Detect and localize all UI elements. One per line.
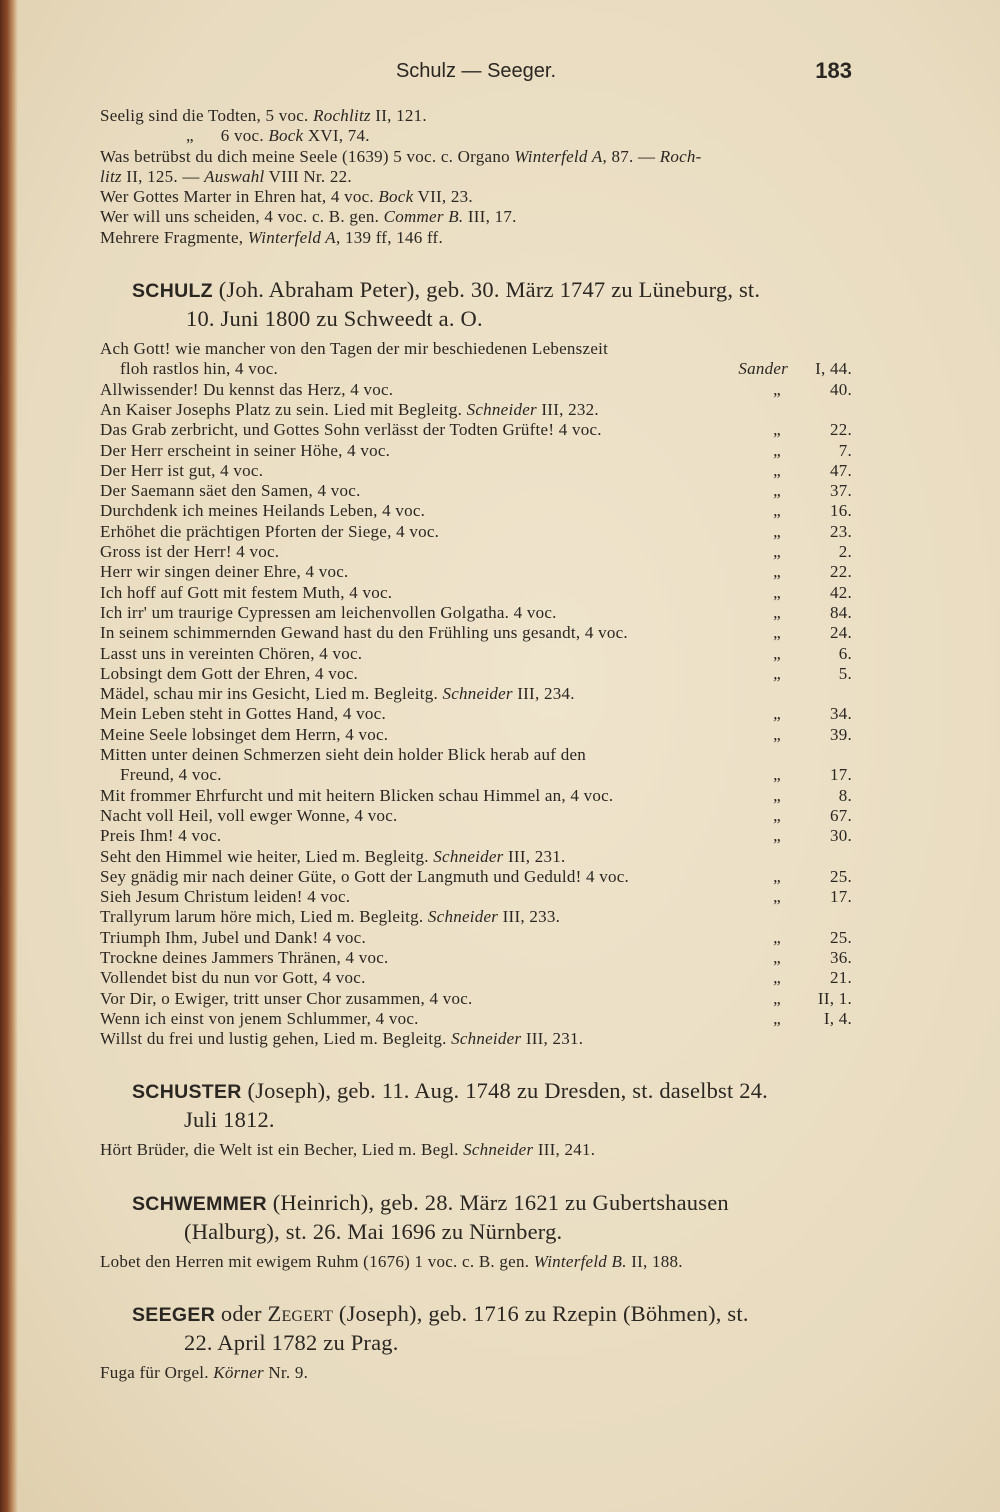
reference-number: 37. xyxy=(830,481,852,501)
work-title: Trallyrum larum höre mich, Lied m. Begleitg. Schneider III, 233. xyxy=(100,907,561,927)
work-reference xyxy=(773,785,852,806)
work-title: Seht den Himmel wie heiter, Lied m. Begleitg. Schneider III, 231. xyxy=(100,846,566,866)
reference-number: 67. xyxy=(830,805,852,825)
ditto-mark: „ xyxy=(773,481,781,501)
ditto-mark: „ xyxy=(773,704,781,724)
work-title: Der Herr erscheint in seiner Höhe, 4 voc. xyxy=(100,440,391,460)
composer-bio: (Heinrich), geb. 28. März 1621 zu Gubertshausen xyxy=(272,1189,729,1215)
ditto-mark: „ xyxy=(773,643,781,663)
reference-number: 8. xyxy=(838,785,852,805)
ditto-mark: „ xyxy=(773,521,781,541)
ditto-mark: „ xyxy=(773,805,781,825)
work-entry: Hört Brüder, die Welt ist ein Becher, Lied m. Begl. Schneider III, 241. xyxy=(100,1140,596,1160)
work-entry xyxy=(100,522,852,542)
work-reference xyxy=(773,968,852,988)
reference-number: 23. xyxy=(830,521,852,541)
work-entry: litz II, 125. — Auswahl VIII Nr. 22. xyxy=(100,166,352,186)
reference-number: 24. xyxy=(830,623,852,643)
ditto-mark: „ xyxy=(773,562,781,582)
work-entry xyxy=(100,684,852,704)
work-title: Wenn ich einst von jenem Schlummer, 4 voc. xyxy=(100,1008,419,1028)
work-title: Freund, 4 voc. xyxy=(120,765,222,785)
reference-number: 42. xyxy=(830,582,852,602)
work-title: Herr wir singen deiner Ehre, 4 voc. xyxy=(100,562,349,582)
ditto-mark: „ xyxy=(773,927,781,947)
work-title: Durchdenk ich meines Heilands Leben, 4 voc. xyxy=(100,501,426,521)
work-entry xyxy=(100,481,852,501)
work-reference xyxy=(773,805,852,826)
work-reference xyxy=(773,562,852,582)
work-entry xyxy=(100,400,852,420)
page-content xyxy=(100,106,852,1383)
composer-name: SCHUSTER xyxy=(132,1081,242,1104)
work-reference xyxy=(773,623,852,643)
reference-number: 22. xyxy=(830,562,852,582)
works-list-schulz xyxy=(100,339,852,1049)
work-entry xyxy=(100,501,852,521)
reference-number: I, 44. xyxy=(815,359,852,379)
work-title: Ach Gott! wie mancher von den Tagen der mir beschiedenen Lebenszeit xyxy=(100,339,609,359)
composer-alias: Zegert xyxy=(267,1301,334,1327)
work-entry xyxy=(100,644,852,664)
work-entry: Wer will uns scheiden, 4 voc. c. B. gen. Commer B. III, 17. xyxy=(100,207,517,227)
composer-heading-schwemmer xyxy=(100,1189,852,1246)
ditto-mark: „ xyxy=(773,866,781,886)
ditto-mark: „ xyxy=(773,785,781,805)
work-title: Mein Leben steht in Gottes Hand, 4 voc. xyxy=(100,704,386,724)
reference-number: 40. xyxy=(830,379,852,399)
work-reference xyxy=(773,724,852,745)
work-title: Willst du frei und lustig gehen, Lied m. Begleitg. Schneider III, 231. xyxy=(100,1029,584,1049)
work-title: Triumph Ihm, Jubel und Dank! 4 voc. xyxy=(100,927,366,947)
reference-number: 7. xyxy=(838,440,852,460)
work-entry xyxy=(100,542,852,562)
work-title: Das Grab zerbricht, und Gottes Sohn verlässt der Todten Grüfte! 4 voc. xyxy=(100,420,602,440)
work-title: In seinem schimmernden Gewand hast du den Frühling uns gesandt, 4 voc. xyxy=(100,623,628,643)
reference-number: 2. xyxy=(838,542,852,562)
work-reference xyxy=(773,481,852,501)
work-title: Lobsingt dem Gott der Ehren, 4 voc. xyxy=(100,663,359,683)
ditto-mark: „ xyxy=(773,602,781,622)
page-number: 183 xyxy=(815,58,852,83)
work-title: Allwissender! Du kennst das Herz, 4 voc. xyxy=(100,379,394,399)
work-entry: Seelig sind die Todten, 5 voc. Rochlitz II, 121. xyxy=(100,106,427,125)
reference-number: 17. xyxy=(830,887,852,907)
work-reference xyxy=(773,988,852,1009)
reference-number: 22. xyxy=(830,420,852,440)
work-title: Vor Dir, o Ewiger, tritt unser Chor zusammen, 4 voc. xyxy=(100,988,473,1008)
ditto-mark: „ xyxy=(773,968,781,988)
work-title: Lasst uns in vereinten Chören, 4 voc. xyxy=(100,643,363,663)
work-entry xyxy=(100,847,852,867)
work-entry: Lobet den Herren mit ewigem Ruhm (1676) 1 voc. c. B. gen. Winterfeld B. II, 188. xyxy=(100,1251,683,1271)
work-entry xyxy=(100,339,852,359)
book-binding-edge xyxy=(0,0,18,1512)
work-entry xyxy=(100,461,852,481)
reference-number: 39. xyxy=(830,724,852,744)
work-reference xyxy=(773,947,852,968)
composer-heading-seeger xyxy=(100,1300,852,1357)
reference-number: 84. xyxy=(830,602,852,622)
ditto-mark: „ xyxy=(773,724,781,744)
reference-number: 30. xyxy=(830,826,852,846)
composer-bio: (Joh. Abraham Peter), geb. 30. März 1747 zu Lüneburg, st. xyxy=(218,277,761,303)
ditto-mark: „ xyxy=(773,623,781,643)
work-entry: „ 6 voc. Bock XVI, 74. xyxy=(186,126,370,146)
work-title: Meine Seele lobsinget dem Herrn, 4 voc. xyxy=(100,724,389,744)
reference-number: 34. xyxy=(830,704,852,724)
reference-number: 6. xyxy=(838,643,852,663)
ditto-mark: „ xyxy=(773,582,781,602)
reference-number: 36. xyxy=(830,947,852,967)
work-reference xyxy=(773,501,852,521)
work-reference xyxy=(773,582,852,603)
work-entry xyxy=(100,907,852,927)
work-entry xyxy=(100,948,852,968)
work-entry xyxy=(100,583,852,603)
work-title: An Kaiser Josephs Platz zu sein. Lied mit Begleitg. Schneider III, 232. xyxy=(100,399,599,419)
composer-bio: (Halburg), st. 26. Mai 1696 zu Nürnberg. xyxy=(184,1218,563,1244)
work-entry xyxy=(100,704,852,724)
work-entry xyxy=(100,1009,852,1029)
work-title: Trockne deines Jammers Thränen, 4 voc. xyxy=(100,947,389,967)
page-header xyxy=(100,58,852,86)
work-title: Der Herr ist gut, 4 voc. xyxy=(100,460,264,480)
work-title: Erhöhet die prächtigen Pforten der Siege, 4 voc. xyxy=(100,521,440,541)
work-reference xyxy=(773,602,852,623)
ditto-mark: „ xyxy=(773,887,781,907)
work-reference xyxy=(773,643,852,664)
work-entry xyxy=(100,765,852,785)
composer-heading-schuster xyxy=(100,1077,852,1134)
work-title: Mädel, schau mir ins Gesicht, Lied m. Begleitg. Schneider III, 234. xyxy=(100,684,575,704)
reference-number: 17. xyxy=(830,765,852,785)
composer-bio: (Joseph), geb. 11. Aug. 1748 zu Dresden, st. daselbst 24. xyxy=(247,1078,768,1104)
work-entry xyxy=(100,603,852,623)
work-reference xyxy=(773,460,852,481)
ditto-mark: „ xyxy=(773,542,781,562)
work-entry xyxy=(100,928,852,948)
work-reference xyxy=(773,379,852,400)
work-reference xyxy=(773,663,852,684)
work-title: Preis Ihm! 4 voc. xyxy=(100,826,222,846)
ditto-mark: „ xyxy=(773,765,781,785)
work-reference xyxy=(773,521,852,542)
work-title: Mit frommer Ehrfurcht und mit heitern Blicken schau Himmel an, 4 voc. xyxy=(100,785,614,805)
composer-bio: Juli 1812. xyxy=(184,1107,275,1133)
work-entry xyxy=(100,725,852,745)
ditto-mark: „ xyxy=(773,988,781,1008)
work-reference xyxy=(773,1008,852,1029)
reference-number: 16. xyxy=(830,501,852,521)
work-title: Ich hoff auf Gott mit festem Muth, 4 voc. xyxy=(100,582,393,602)
work-reference xyxy=(773,765,852,785)
ditto-mark: „ xyxy=(773,947,781,967)
reference-number: 25. xyxy=(830,866,852,886)
ditto-mark: „ xyxy=(773,501,781,521)
reference-number: 47. xyxy=(830,460,852,480)
ditto-mark: „ xyxy=(773,440,781,460)
reference-number: 25. xyxy=(830,927,852,947)
work-reference xyxy=(773,704,852,724)
composer-name: SEEGER xyxy=(132,1304,216,1327)
work-entry xyxy=(100,806,852,826)
composer-bio: 22. April 1782 zu Prag. xyxy=(184,1330,399,1356)
reference-number: I, 4. xyxy=(823,1008,852,1028)
work-entry: Wer Gottes Marter in Ehren hat, 4 voc. Bock VII, 23. xyxy=(100,187,473,207)
composer-bio: (Joseph), geb. 1716 zu Rzepin (Böhmen), st. xyxy=(338,1301,749,1327)
ditto-mark: „ xyxy=(773,379,781,399)
work-entry xyxy=(100,664,852,684)
reference-number: II, 1. xyxy=(817,988,852,1008)
work-reference xyxy=(773,887,852,907)
work-entry xyxy=(100,867,852,887)
work-reference xyxy=(773,440,852,461)
work-title: Vollendet bist du nun vor Gott, 4 voc. xyxy=(100,968,366,988)
running-head: Schulz — Seeger. xyxy=(395,60,557,82)
work-title: Sieh Jesum Christum leiden! 4 voc. xyxy=(100,887,351,907)
work-title: Nacht voll Heil, voll ewger Wonne, 4 voc. xyxy=(100,805,398,825)
work-entry xyxy=(100,826,852,846)
ditto-mark: „ xyxy=(773,420,781,440)
work-entry xyxy=(100,1029,852,1049)
work-entry: Was betrübst du dich meine Seele (1639) 5 voc. c. Organo Winterfeld A, 87. — Roch- xyxy=(100,146,702,166)
work-entry xyxy=(100,562,852,582)
work-entry xyxy=(100,786,852,806)
work-title: Der Saemann säet den Samen, 4 voc. xyxy=(100,481,361,501)
work-entry xyxy=(100,420,852,440)
ditto-mark: „ xyxy=(773,826,781,846)
reference-number: 5. xyxy=(838,663,852,683)
work-title: Ich irr' um traurige Cypressen am leichenvollen Golgatha. 4 voc. xyxy=(100,602,557,622)
work-title: floh rastlos hin, 4 voc. xyxy=(120,359,279,379)
work-entry xyxy=(100,968,852,988)
ditto-mark: „ xyxy=(773,460,781,480)
source-name: Sander xyxy=(738,359,788,379)
work-title: Sey gnädig mir nach deiner Güte, o Gott der Langmuth und Geduld! 4 voc. xyxy=(100,866,630,886)
composer-heading-schulz xyxy=(100,276,852,333)
work-reference xyxy=(773,927,852,948)
seelig-entries xyxy=(100,106,852,248)
work-entry xyxy=(100,745,852,765)
work-title: Gross ist der Herr! 4 voc. xyxy=(100,542,280,562)
work-entry: Mehrere Fragmente, Winterfeld A, 139 ff, 146 ff. xyxy=(100,227,443,247)
work-entry: Fuga für Orgel. Körner Nr. 9. xyxy=(100,1363,309,1383)
work-entry xyxy=(100,623,852,643)
reference-number: 21. xyxy=(830,968,852,988)
work-entry xyxy=(100,441,852,461)
work-entry xyxy=(100,380,852,400)
work-entry xyxy=(100,887,852,907)
ditto-mark: „ xyxy=(773,1008,781,1028)
composer-name: SCHULZ xyxy=(132,280,213,303)
work-reference xyxy=(773,866,852,887)
work-reference xyxy=(738,359,852,379)
composer-name: SCHWEMMER xyxy=(132,1192,267,1215)
ditto-mark: „ xyxy=(773,663,781,683)
work-title: Mitten unter deinen Schmerzen sieht dein holder Blick herab auf den xyxy=(100,745,586,765)
work-reference xyxy=(773,420,852,440)
work-reference xyxy=(773,542,852,562)
work-entry xyxy=(100,989,852,1009)
composer-bio: 10. Juni 1800 zu Schweedt a. O. xyxy=(186,306,483,332)
work-entry xyxy=(100,359,852,379)
work-reference xyxy=(773,826,852,846)
alias-prefix: oder xyxy=(220,1301,262,1327)
